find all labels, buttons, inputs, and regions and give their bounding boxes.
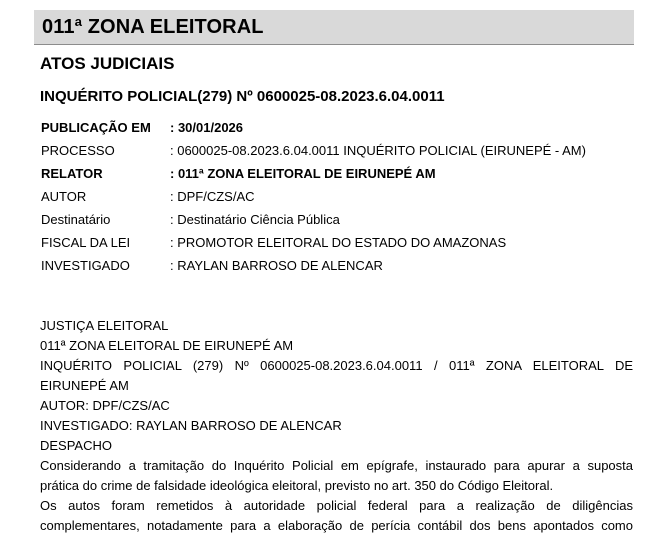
meta-label: PROCESSO: [41, 143, 115, 158]
body-paragraph-line: Considerando a tramitação do Inquérito Policial em epígrafe, instaurado para apurar a suposta: [40, 458, 633, 473]
meta-row-relator: [41, 163, 641, 186]
meta-label: AUTOR: [41, 189, 87, 204]
body-line: EIRUNEPÉ AM: [40, 378, 129, 393]
meta-value: : 0600025-08.2023.6.04.0011 INQUÉRITO POLICIAL (EIRUNEPÉ - AM): [170, 143, 586, 158]
body-paragraph-line: Os autos foram remetidos à autoridade policial federal para a realização de diligências: [40, 498, 633, 513]
meta-label: FISCAL DA LEI: [41, 235, 131, 250]
meta-value: : DPF/CZS/AC: [170, 189, 255, 204]
meta-row-fiscal: [41, 232, 641, 255]
body-line: JUSTIÇA ELEITORAL: [40, 318, 169, 333]
body-paragraph-line: complementares, notadamente para a elaboração de perícia contábil dos bens apontados como: [40, 518, 633, 533]
body-paragraph-line: prática do crime de falsidade ideológica eleitoral, previsto no art. 350 do Código Eleitoral.: [40, 478, 554, 493]
meta-row-investigado: [41, 255, 641, 278]
body-line: INQUÉRITO POLICIAL (279) Nº 0600025-08.2023.6.04.0011 / 011ª ZONA ELEITORAL DE: [40, 358, 633, 373]
meta-label: Destinatário: [41, 212, 111, 227]
section-title: ATOS JUDICIAIS: [40, 54, 175, 73]
meta-value: : 30/01/2026: [170, 120, 244, 135]
metadata-table: [41, 117, 641, 278]
meta-row-destinatario: [41, 209, 641, 232]
body-line: INVESTIGADO: RAYLAN BARROSO DE ALENCAR: [40, 418, 342, 433]
meta-value: : RAYLAN BARROSO DE ALENCAR: [170, 258, 383, 273]
zone-banner: [34, 10, 634, 45]
document-body: [40, 316, 633, 536]
meta-label: RELATOR: [41, 166, 103, 181]
body-line: AUTOR: DPF/CZS/AC: [40, 398, 170, 413]
meta-row-publicacao: [41, 117, 641, 140]
zone-title: 011ª ZONA ELEITORAL: [42, 16, 264, 38]
meta-row-autor: [41, 186, 641, 209]
meta-label: INVESTIGADO: [41, 258, 130, 273]
document-title: INQUÉRITO POLICIAL(279) Nº 0600025-08.2023.6.04.0011: [40, 88, 445, 105]
meta-value: : 011ª ZONA ELEITORAL DE EIRUNEPÉ AM: [170, 166, 436, 181]
meta-value: : PROMOTOR ELEITORAL DO ESTADO DO AMAZONAS: [170, 235, 507, 250]
meta-row-processo: [41, 140, 641, 163]
meta-label: PUBLICAÇÃO EM: [41, 120, 151, 135]
body-line: DESPACHO: [40, 438, 112, 453]
body-line: 011ª ZONA ELEITORAL DE EIRUNEPÉ AM: [40, 338, 294, 353]
meta-value: : Destinatário Ciência Pública: [170, 212, 340, 227]
